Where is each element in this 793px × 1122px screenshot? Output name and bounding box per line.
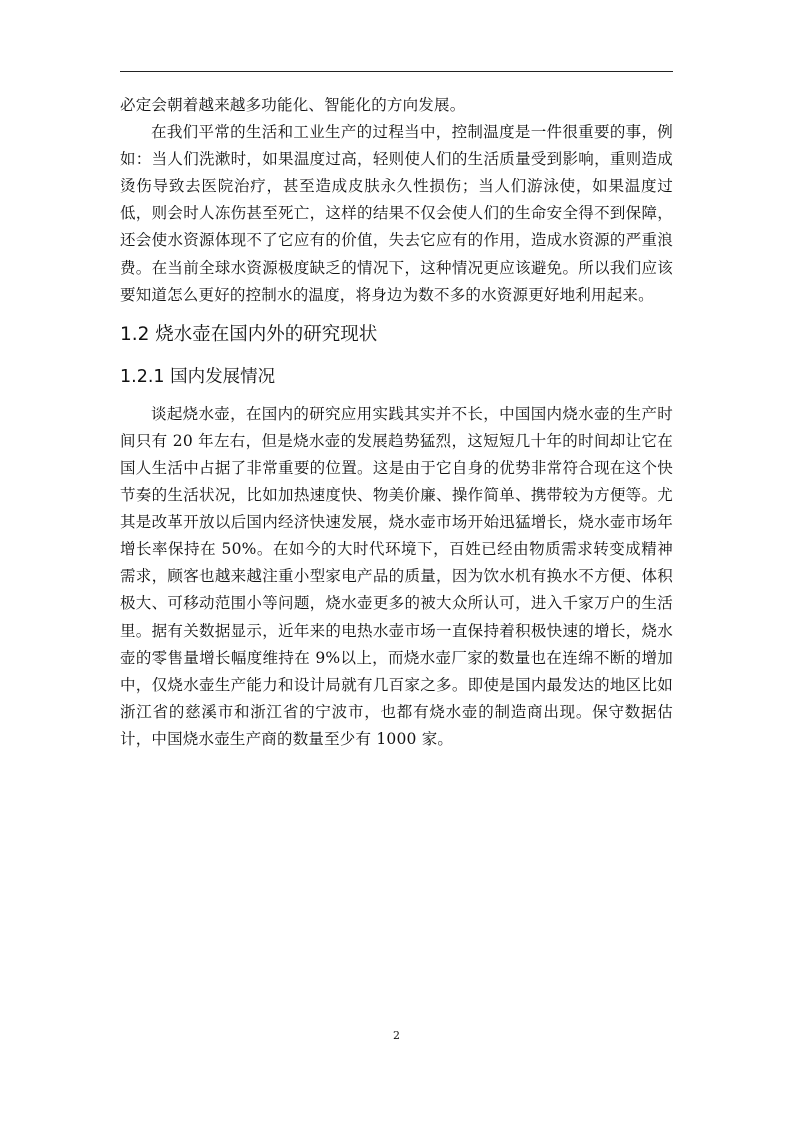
subsection-heading: 1.2.1 国内发展情况 [120,366,276,387]
page-body [120,92,673,753]
paragraph-domestic-development: 谈起烧水壶，在国内的研究应用实践其实并不长，中国国内烧水壶的生产时间只有 20 年左右，但是烧水壶的发展趋势猛烈，这短短几十年的时间却让它在国人生活中占据了非常重要的位置。这是由于它自身的优势非常符合现在这个快节奏的生活状况，比如加热速度快、物美价廉、操作简单、携带较为方便等。尤其是改革开放以后国内经济快速发展，烧水壶市场开始迅猛增长，烧水壶市场年增长率保持在 50%。在如今的大时代环境下，百姓已经由物质需求转变成精神需求，顾客也越来越注重小型家电产品的质量，因为饮水机有换水不方便、体积极大、可移动范围小等问题，烧水壶更多的被大众所认可，进入千家万户的生活里。据有关数据显示，近年来的电热水壶市场一直保持着积极快速的增长，烧水壶的零售量增长幅度维持在 9%以上，而烧水壶厂家的数量也在连绵不断的增加中，仅烧水壶生产能力和设计局就有几百家之多。即使是国内最发达的地区比如浙江省的慈溪市和浙江省的宁波市，也都有烧水壶的制造商出现。保守数据估计，中国烧水壶生产商的数量至少有 1000 家。 [120,404,673,748]
paragraph-continuation: 必定会朝着越来越多功能化、智能化的方向发展。 [120,96,466,114]
page-number: 2 [393,1029,400,1042]
section-heading: 1.2 烧水壶在国内外的研究现状 [120,323,378,345]
header-rule [120,71,673,72]
paragraph-temperature-control: 在我们平常的生活和工业生产的过程当中，控制温度是一件很重要的事，例如：当人们洗漱时，如果温度过高，轻则使人们的生活质量受到影响，重则造成烫伤导致去医院治疗，甚至造成皮肤永久性损伤；当人们游泳使，如果温度过低，则会时人冻伤甚至死亡，这样的结果不仅会使人们的生命安全得不到保障，还会使水资源体现不了它应有的价值，失去它应有的作用，造成水资源的严重浪费。在当前全球水资源极度缺乏的情况下，这种情况更应该避免。所以我们应该要知道怎么更好的控制水的温度，将身边为数不多的水资源更好地利用起来。 [120,123,673,304]
